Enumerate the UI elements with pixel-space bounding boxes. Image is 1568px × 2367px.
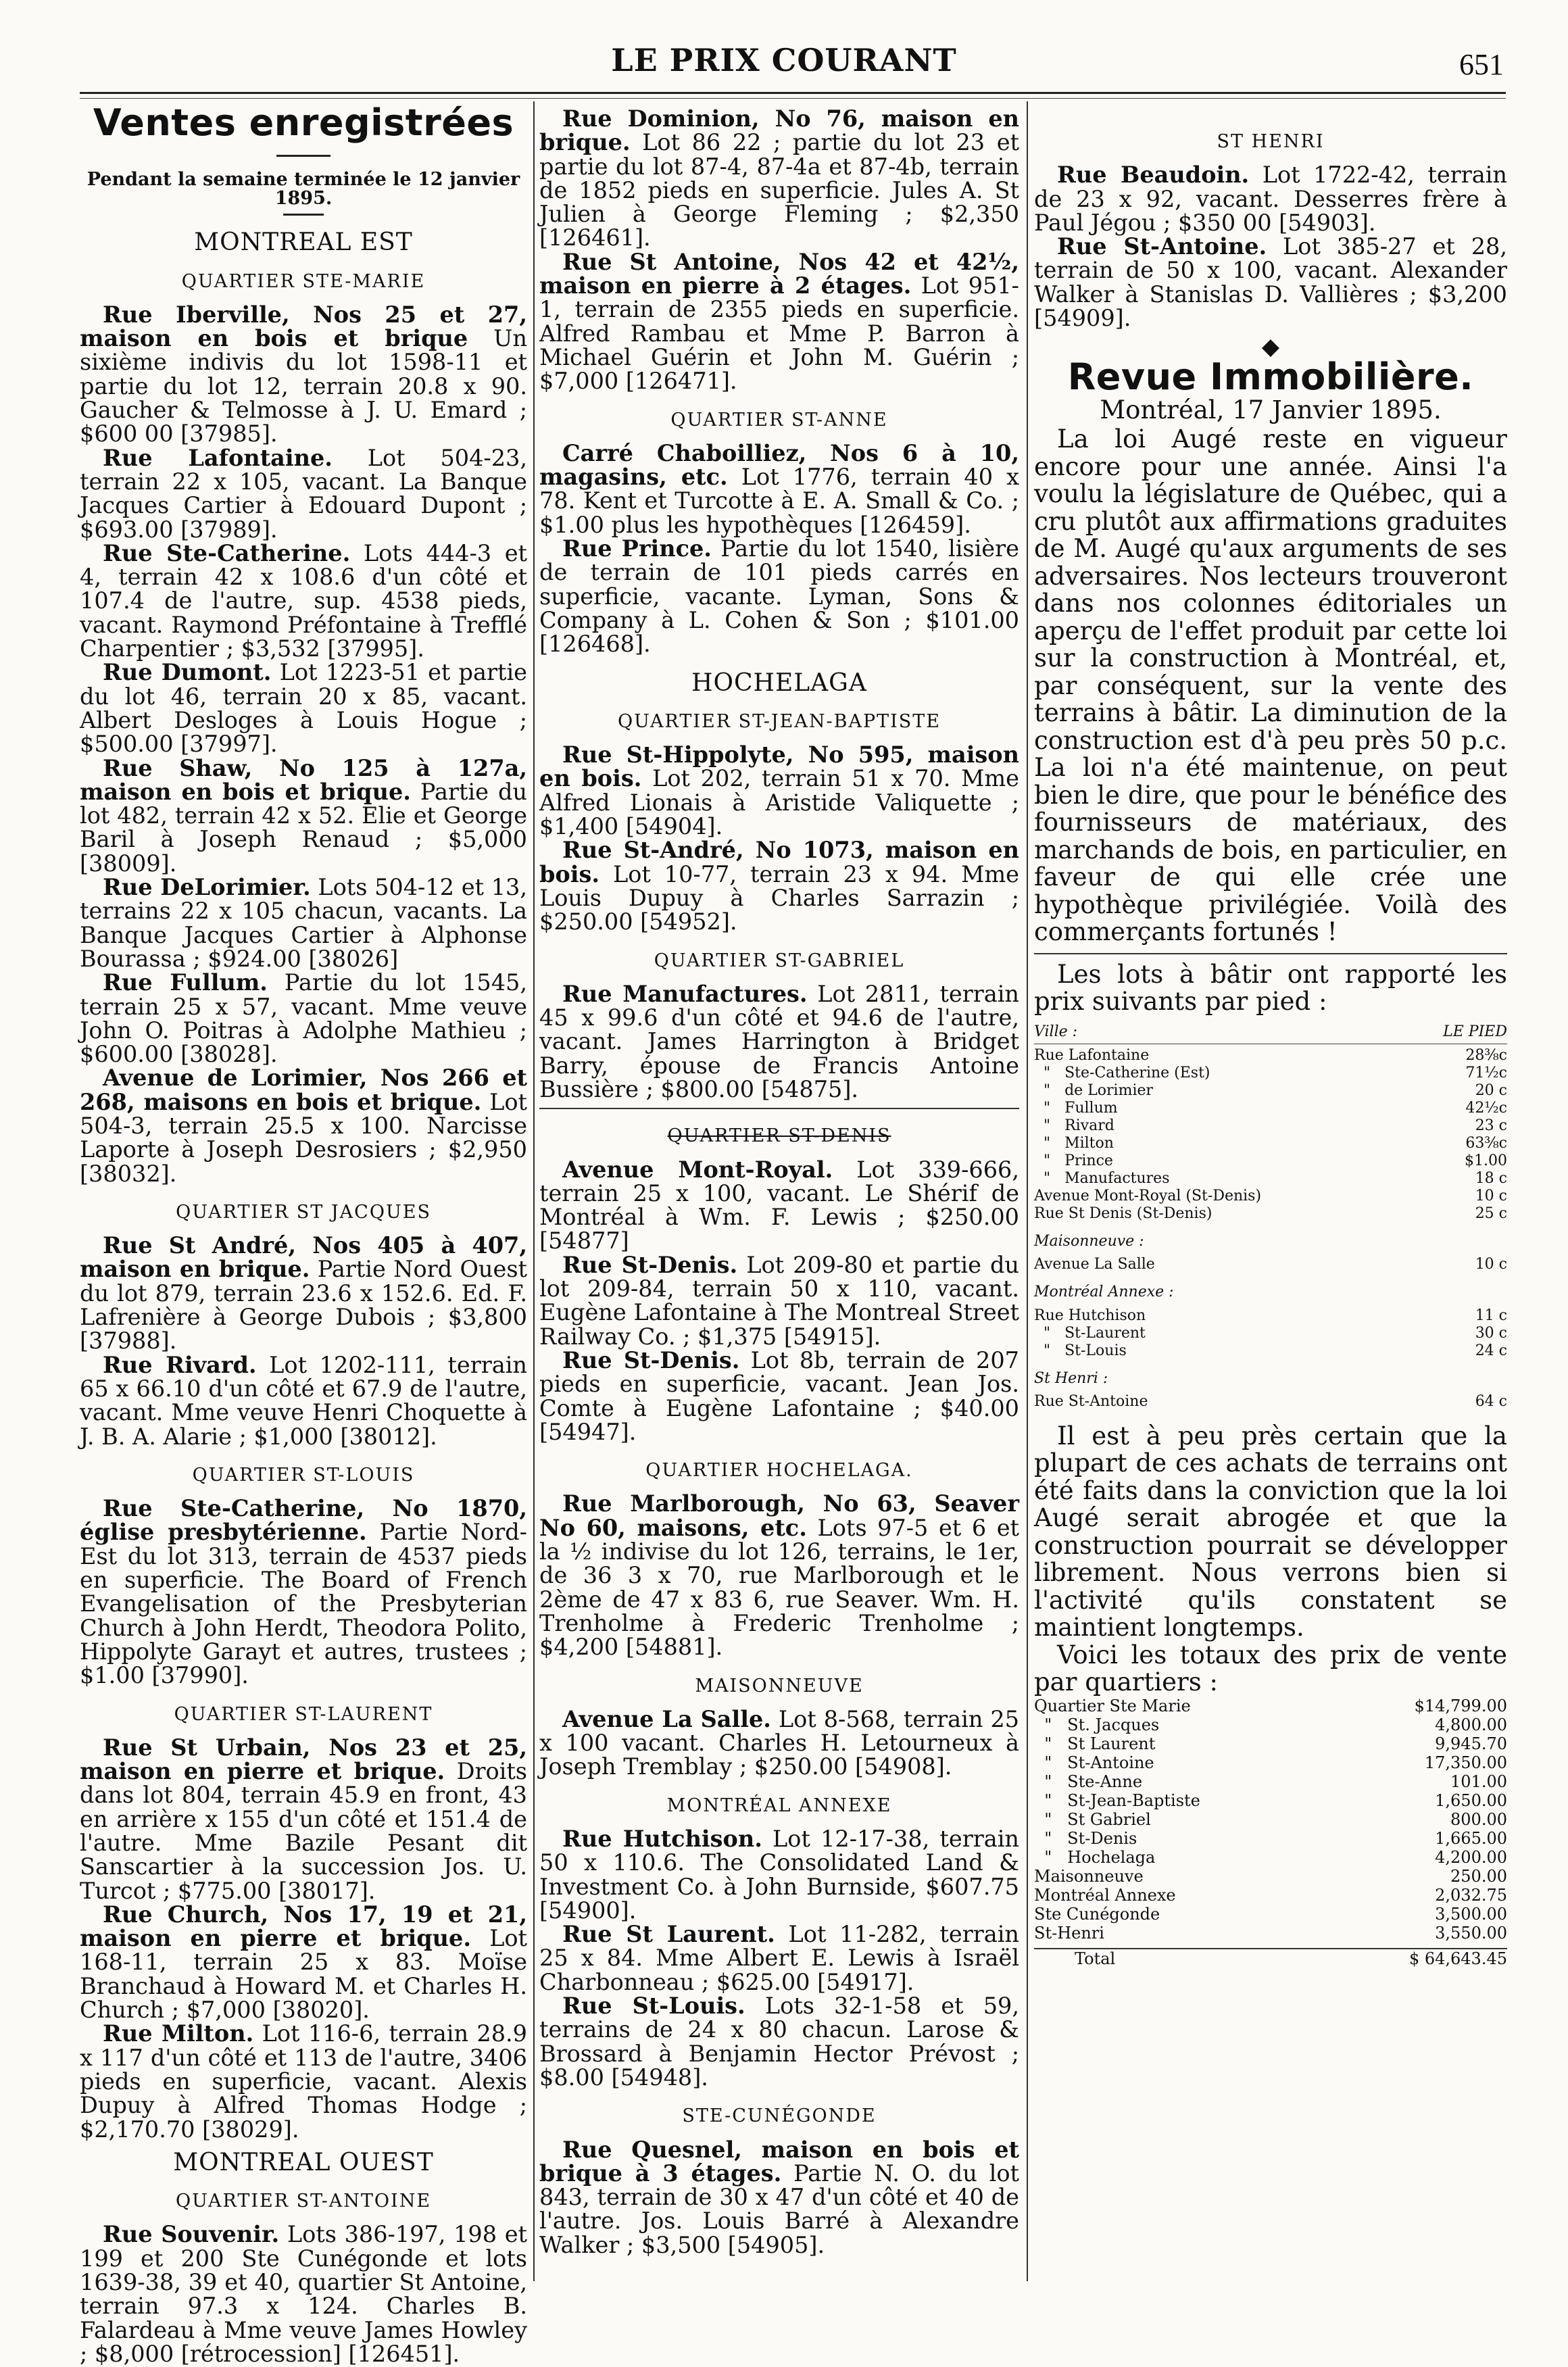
price-row-label: " St-Jean-Baptiste	[1034, 1790, 1200, 1810]
column-divider-1	[533, 101, 535, 2281]
price-row-value: 9,945.70	[1435, 1734, 1507, 1753]
price-row-value: 25 c	[1475, 1205, 1507, 1223]
sale-entry-lead: Rue Ste-Catherine.	[103, 539, 351, 566]
sale-entry-text: Lot 1223-51 et partie du lot 46, terrain 20 x 85, vacant. Albert Desloges à Louis Hogue ; $500.00 [37997].	[80, 659, 527, 758]
group-label: Montréal Annexe :	[1034, 1284, 1174, 1301]
price-row-value: 64 c	[1475, 1392, 1507, 1410]
sale-entry	[539, 1253, 1019, 1348]
sale-entry-lead: Rue St-Louis.	[562, 1993, 745, 2020]
price-row	[1034, 1307, 1507, 1325]
price-row	[1034, 1772, 1507, 1791]
price-row-value: 800.00	[1450, 1809, 1507, 1829]
sale-entry-text: Lot 8-568, terrain 25 x 100 vacant. Charles H. Letourneux à Joseph Tremblay ; $250.00 [54908].	[539, 1705, 1019, 1780]
total-label: Total	[1034, 1949, 1248, 1968]
price-row-value: 2,032.75	[1435, 1885, 1507, 1905]
price-row-value: 17,350.00	[1424, 1753, 1507, 1772]
sale-entry-text: Partie du lot 1540, lisière de terrain de 101 pieds carrés en superficie, vacante. Lyman, Sons & Company à L. Cohen & Son ; $101.00 [126468].	[539, 535, 1019, 658]
quarter-title: QUARTIER ST-ANTOINE	[175, 2191, 432, 2212]
sale-entry-lead: Rue St-André, No 1073, maison en bois.	[539, 837, 1019, 887]
sale-entry	[539, 1348, 1019, 1444]
sale-entry	[539, 250, 1019, 393]
prices-table-head	[1034, 1020, 1507, 1044]
price-row-label: " St-Denis	[1034, 1828, 1137, 1848]
sale-entry-lead: Rue Dumont.	[103, 659, 272, 686]
price-row-label: " Milton	[1034, 1135, 1114, 1152]
sale-entry	[80, 971, 527, 1066]
price-row-value: 4,800.00	[1435, 1715, 1507, 1734]
sale-entry-lead: Rue St Antoine, Nos 42 et 42½, maison en pierre à 2 étages.	[539, 248, 1019, 299]
price-row-value: $14,799.00	[1414, 1696, 1507, 1715]
quarter-title: QUARTIER ST-LAURENT	[174, 1703, 433, 1725]
sales-list	[80, 303, 527, 1186]
sale-entry-lead: Rue St-Hippolyte, No 595, maison en bois.	[539, 741, 1019, 792]
price-row	[1034, 1715, 1507, 1734]
sale-entry-lead: Rue Dominion, No 76, maison en brique.	[539, 105, 1019, 156]
price-row	[1034, 1791, 1507, 1810]
price-row	[1034, 1924, 1507, 1943]
sale-entry-lead: Rue Manufactures.	[562, 980, 808, 1007]
quarter-title: MAISONNEUVE	[695, 1675, 864, 1697]
week-subheading: Pendant la semaine terminée le 12 janvier 1895.	[87, 169, 520, 210]
sale-entry	[80, 446, 527, 541]
price-row	[1034, 1697, 1507, 1715]
price-row-value: 1,665.00	[1435, 1828, 1507, 1848]
sales-list	[539, 1492, 1019, 1659]
quarter-title: QUARTIER ST JACQUES	[176, 1201, 431, 1223]
price-row-value: 11 c	[1475, 1307, 1507, 1324]
price-row	[1034, 1342, 1507, 1360]
paragraph-rule	[1034, 953, 1507, 954]
paragraph: Voici les totaux des prix de vente par quartiers :	[1034, 1640, 1507, 1697]
price-row-label: " Fullum	[1034, 1100, 1118, 1117]
sale-entry	[80, 1066, 527, 1185]
sale-entry-lead: Avenue La Salle.	[562, 1705, 771, 1732]
sale-entry-lead: Rue Fullum.	[103, 969, 268, 996]
heading-dash	[276, 155, 330, 157]
sale-entry-text: Partie N. O. du lot 843, terrain de 30 x 47 d'un côté et 40 de l'autre. Jos. Louis Barré à Alexandre Walker ; $3,500 [54905].	[539, 2159, 1019, 2258]
price-row	[1034, 1082, 1507, 1100]
prices-table	[1034, 1307, 1507, 1360]
price-row-label: Montréal Annexe	[1034, 1885, 1176, 1905]
sale-entry-text: Droits dans lot 804, terrain 45.9 en front, 43 en arrière x 155 d'un côté et 151.4 de l'autre. Mme Bazile Pesant dit Sanscartier à la succession Jos. U. Turcot ; $775.00 [38017].	[80, 1758, 527, 1904]
sale-entry	[80, 875, 527, 971]
sales-list	[80, 1496, 527, 1687]
sale-entry	[539, 441, 1019, 537]
sale-entry-text: Lot 339-666, terrain 25 x 100, vacant. Le Shérif de Montréal à Wm. F. Lewis ; $250.00 [54877]	[539, 1156, 1019, 1254]
price-row-value: 1,650.00	[1435, 1790, 1507, 1810]
price-row-value: 101.00	[1450, 1772, 1507, 1791]
sale-entry	[539, 838, 1019, 933]
prices-head-right: LE PIED	[1443, 1023, 1507, 1040]
totals-table	[1034, 1697, 1507, 1943]
price-row-label: " Rivard	[1034, 1117, 1114, 1135]
sale-entry-text: Lots 504-12 et 13, terrains 22 x 105 chacun, vacants. La Banque Jacques Cartier à Alphonse Bourassa ; $924.00 [38026]	[80, 874, 527, 972]
price-row	[1034, 1047, 1507, 1065]
sale-entry	[539, 1922, 1019, 1994]
sale-entry	[539, 2138, 1019, 2257]
page-header	[0, 42, 1568, 89]
sale-entry-lead: Carré Chaboilliez, Nos 6 à 10, magasins, etc.	[539, 439, 1019, 491]
sale-entry-lead: Rue Milton.	[103, 2020, 254, 2047]
sale-entry-text: Lot 385-27 et 28, terrain de 50 x 100, vacant. Alexander Walker à Stanislas D. Vallières ; $3,200 [54909].	[1034, 233, 1507, 332]
price-row-value: 10 c	[1475, 1256, 1507, 1273]
sale-entry-lead: Rue Souvenir.	[103, 2221, 280, 2248]
sales-list	[539, 2138, 1019, 2257]
sale-entry-text: Lots 32-1-58 et 59, terrains de 24 x 80 chacun. Larose & Brossard à Benjamin Hector Prévost ; $8.00 [54948].	[539, 1993, 1020, 2091]
price-row-value: 20 c	[1475, 1082, 1507, 1100]
prices-table	[1034, 1393, 1507, 1411]
sales-list	[539, 1158, 1019, 1444]
price-row-value: 63⅜c	[1465, 1135, 1507, 1152]
sale-entry	[80, 2222, 527, 2366]
ornament-diamond: ◆	[1261, 333, 1280, 361]
quarter-title: MONTRÉAL ANNEXE	[666, 1795, 892, 1816]
price-row-label: " Prince	[1034, 1152, 1113, 1170]
price-row-label: " St Gabriel	[1034, 1809, 1151, 1829]
sale-entry-lead: Rue St-Denis.	[562, 1251, 738, 1278]
sale-entry-text: Lot 1722-42, terrain de 23 x 92, vacant. Desserres frère à Paul Jégou ; $350 00 [54903].	[1034, 162, 1507, 236]
price-row-label: " St-Laurent	[1034, 1324, 1146, 1342]
sale-entry	[80, 541, 527, 660]
price-row-label: Rue St Denis (St-Denis)	[1034, 1205, 1212, 1223]
sales-list	[539, 982, 1019, 1101]
price-row-label: Ste Cunégonde	[1034, 1904, 1160, 1924]
sale-entry-text: Lot 116-6, terrain 28.9 x 117 d'un côté et 113 de l'autre, 3406 pieds en superficie, vacant. Alexis Dupuy à Alfred Thomas Hodge ; $2,170.70 [38029].	[80, 2020, 527, 2143]
sale-entry	[539, 1994, 1019, 2089]
column-3	[1034, 107, 1507, 1968]
price-row-label: Rue Hutchison	[1034, 1307, 1146, 1324]
sale-entry-lead: Rue Rivard.	[103, 1351, 257, 1378]
price-row-label: Avenue Mont-Royal (St-Denis)	[1034, 1188, 1262, 1205]
header-rule	[80, 92, 1506, 94]
price-row-value: 24 c	[1475, 1342, 1507, 1359]
price-row	[1034, 1753, 1507, 1772]
sale-entry-lead: Rue Marlborough, No 63, Seaver No 60, maisons, etc.	[539, 1490, 1019, 1541]
paragraph: Il est à peu près certain que la plupart de ces achats de terrains ont été faits dans la conviction que la loi Augé serait abrogée et que la construction pourrait se développer librement. Nous verrons bien si l'activité qu'ils constatent se maintient longtemps.	[1034, 1421, 1507, 1642]
price-row-value: $1.00	[1465, 1152, 1507, 1170]
section-hochelaga: HOCHELAGA	[691, 668, 867, 697]
price-row-value: 28⅜c	[1465, 1047, 1507, 1065]
sale-entry-lead: Rue St-Denis.	[562, 1346, 740, 1373]
sale-entry-text: Lot 504-3, terrain 25.5 x 100. Narcisse Laporte à Joseph Desrosiers ; $2,950 [38032].	[80, 1088, 528, 1187]
price-row-value: 71½c	[1465, 1065, 1507, 1082]
quarter-title: QUARTIER ST-GABRIEL	[654, 950, 905, 971]
section-montreal-est: MONTREAL EST	[194, 228, 413, 257]
sale-entry-lead: Rue St Laurent.	[562, 1921, 775, 1948]
price-row	[1034, 1117, 1507, 1135]
section-rule	[539, 1108, 1019, 1109]
price-row	[1034, 1205, 1507, 1223]
group-label: Maisonneuve :	[1034, 1233, 1144, 1250]
price-row	[1034, 1152, 1507, 1170]
sale-entry	[80, 2022, 527, 2141]
price-row-value: 3,500.00	[1435, 1904, 1507, 1924]
sales-list	[539, 743, 1019, 933]
price-row-value: 23 c	[1475, 1117, 1507, 1135]
column-1	[80, 101, 528, 2367]
quarter-title: QUARTIER ST-LOUIS	[192, 1464, 415, 1486]
group-label: St Henri :	[1034, 1369, 1108, 1387]
prices-head-left: Ville :	[1034, 1023, 1078, 1040]
quarter-title: STE-CUNÉGONDE	[682, 2105, 877, 2127]
sale-entry-text: Lots 444-3 et 4, terrain 42 x 108.6 d'un côté et 107.4 de l'autre, sup. 4538 pieds, vacant. Raymond Préfontaine à Trefflé Charpentier ; $3,532 [37995].	[80, 539, 527, 662]
price-row-label: " Ste-Catherine (Est)	[1034, 1065, 1210, 1082]
price-row	[1034, 1810, 1507, 1829]
quarter-title: QUARTIER ST-JEAN-BAPTISTE	[617, 710, 941, 732]
totals-total	[1034, 1948, 1507, 1968]
sale-entry-text: Lots 97-5 et 6 et la ½ indivise du lot 126, terrains, le 1er, de 36 3 x 70, rue Marlborough et le 2ème de 47 x 83 6, rue Seaver. Wm. H. Trenholme à Frederic Trenholme ; $4,200 [54881].	[539, 1514, 1019, 1661]
sale-entry-text: Lot 11-282, terrain 25 x 84. Mme Albert E. Lewis à Israël Charbonneau ; $625.00 [54917].	[539, 1921, 1020, 1995]
sale-entry-text: Lot 1776, terrain 40 x 78. Kent et Turcotte à E. A. Small & Co. ; $1.00 plus les hypothèques [126459].	[539, 464, 1019, 538]
sale-entry-text: Lot 504-23, terrain 22 x 105, vacant. La Banque Jacques Cartier à Edouard Dupont ; $693.00 [37989].	[80, 444, 527, 543]
sale-entry	[80, 1736, 527, 1903]
price-row	[1034, 1170, 1507, 1188]
sale-entry-lead: Avenue Mont-Royal.	[562, 1156, 833, 1183]
sale-entry-lead: Rue Iberville, Nos 25 et 27, maison en bois et brique	[80, 301, 527, 352]
sale-entry	[539, 982, 1019, 1101]
total-row	[1034, 1949, 1507, 1968]
price-row-label: Maisonneuve	[1034, 1866, 1144, 1886]
price-row-value: 10 c	[1475, 1188, 1507, 1205]
price-row	[1034, 1135, 1507, 1152]
price-row-label: " St-Antoine	[1034, 1753, 1154, 1772]
price-row-label: St-Henri	[1034, 1923, 1104, 1943]
sales-list	[539, 441, 1019, 656]
paragraph: Les lots à bâtir ont rapporté les prix suivants par pied :	[1034, 959, 1507, 1017]
sale-entry-text: Partie du lot 482, terrain 42 x 52. Elie et George Baril à Joseph Renaud ; $5,000 [38009].	[80, 778, 527, 877]
revue-heading: Revue Immobilière.	[1067, 355, 1474, 398]
sale-entry	[80, 1903, 527, 2022]
sale-entry	[1034, 235, 1507, 330]
sale-entry-text: Un sixième indivis du lot 1598-11 et partie du lot 12, terrain 20.8 x 90. Gaucher & Telmosse à J. U. Emard ; $600 00 [37985].	[80, 325, 527, 447]
dateline: Montréal, 17 Janvier 1895.	[1100, 395, 1442, 424]
paragraph: La loi Augé reste en vigueur encore pour une année. Ainsi l'a voulu la législature de Québec, qui a cru plutôt aux affirmations graduites de M. Augé qu'aux arguments de ses adversaires. Nos lecteurs trouveront dans nos colonnes éditoriales un aperçu de l'effet produit par cette loi sur la construction à Montréal, et, par conséquent, sur la vente des terrains à bâtir. La diminution de la construction est d'à peu près 50 p.c. La loi n'a été maintenue, on peut bien le dire, que pour le bénéfice des fournisseurs de matériaux, des marchands de bois, en particulier, en faveur de qui elle crée une hypothèque privilégiée. Voilà des commerçants fortunés !	[1034, 424, 1507, 947]
quarter-title: QUARTIER HOCHELAGA.	[645, 1460, 913, 1482]
price-row	[1034, 1867, 1507, 1886]
sale-entry-lead: Rue St-Antoine.	[1057, 233, 1267, 260]
section-montreal-ouest: MONTREAL OUEST	[173, 2148, 434, 2176]
sales-list	[80, 1736, 527, 2141]
total-value: $ 64,643.45	[1248, 1949, 1507, 1968]
prices-table	[1034, 1256, 1507, 1273]
sale-entry-lead: Rue St André, Nos 405 à 407, maison en brique.	[80, 1232, 527, 1283]
price-row-value: 18 c	[1475, 1170, 1507, 1188]
sales-list	[80, 2222, 527, 2366]
price-row-label: " Hochelaga	[1034, 1847, 1156, 1867]
sale-entry-text: Lot 168-11, terrain 25 x 83. Moïse Branchaud à Howard M. et Charles H. Church ; $7,000 [38020].	[80, 1925, 527, 2024]
sale-entry	[80, 1232, 527, 1355]
price-row	[1034, 1393, 1507, 1411]
subheading-dash	[283, 214, 324, 216]
price-row	[1034, 1886, 1507, 1905]
price-row-value: 42½c	[1465, 1100, 1507, 1117]
price-row	[1034, 1848, 1507, 1867]
price-row-value: 250.00	[1450, 1866, 1507, 1886]
sale-entry	[80, 1353, 527, 1448]
sale-entry-lead: Rue Lafontaine.	[103, 444, 333, 471]
sale-entry-text: Lot 202, terrain 51 x 70. Mme Alfred Lionais à Aristide Valiquette ; $1,400 [54904].	[539, 765, 1019, 840]
sale-entry-lead: Rue Shaw, No 125 à 127a, maison en bois et brique.	[80, 754, 527, 805]
sale-entry-lead: Avenue de Lorimier, Nos 266 et 268, maisons en bois et brique.	[80, 1065, 527, 1115]
sales-list	[539, 1707, 1019, 1779]
sale-entry	[1034, 163, 1507, 235]
sale-entry-lead: Rue Quesnel, maison en bois et brique à 3 étages.	[539, 2136, 1019, 2187]
price-row-label: " Ste-Anne	[1034, 1772, 1143, 1791]
price-row-label: Rue St-Antoine	[1034, 1392, 1148, 1410]
sale-entry	[539, 1827, 1019, 1922]
ventes-heading: Ventes enregistrées	[93, 101, 514, 144]
sale-entry	[80, 303, 527, 446]
header-rule-thin	[80, 98, 1506, 99]
sale-entry-lead: Rue St Urbain, Nos 23 et 25, maison en pierre et brique.	[80, 1734, 527, 1785]
price-row	[1034, 1256, 1507, 1273]
price-row	[1034, 1325, 1507, 1342]
sale-entry-lead: Rue Prince.	[562, 535, 712, 562]
quarter-title: ST HENRI	[1217, 131, 1325, 152]
sale-entry-text: Partie Nord Ouest du lot 879, terrain 23.6 x 152.6. Ed. F. Lafrenière à George Dubois ; $3,800 [37988].	[80, 1256, 527, 1355]
quarter-title: QUARTIER STE-MARIE	[181, 270, 426, 292]
journal-title: LE PRIX COURANT	[611, 42, 957, 78]
sale-entry	[80, 660, 527, 756]
sale-entry-text: Lot 209-80 et partie du lot 209-84, terrain 50 x 110, vacant. Eugène Lafontaine à The Montreal Street Railway Co. ; $1,375 [54915].	[539, 1251, 1019, 1350]
sale-entry-text: Lot 1202-111, terrain 65 x 66.10 d'un côté et 67.9 de l'autre, vacant. Mme veuve Henri Choquette à J. B. A. Alarie ; $1,000 [38012].	[80, 1351, 527, 1450]
price-row-label: " St Laurent	[1034, 1734, 1156, 1753]
price-row-label: " de Lorimier	[1034, 1082, 1154, 1100]
price-row-value: 4,200.00	[1435, 1847, 1507, 1867]
price-row-label: " St. Jacques	[1034, 1715, 1160, 1734]
sale-entry	[539, 537, 1019, 656]
price-row	[1034, 1734, 1507, 1753]
sale-entry	[539, 1492, 1019, 1659]
price-row-label: Quartier Ste Marie	[1034, 1696, 1191, 1715]
price-row-value: 30 c	[1475, 1324, 1507, 1342]
column-2	[539, 107, 1019, 2257]
price-row-label: " Manufactures	[1034, 1170, 1170, 1188]
sale-entry-text: Lot 8b, terrain de 207 pieds en superficie, vacant. Jean Jos. Comte à Eugène Lafontaine ; $40.00 [54947].	[539, 1346, 1019, 1445]
sale-entry	[539, 743, 1019, 838]
quarter-title: QUARTIER ST-ANNE	[670, 409, 888, 431]
sale-entry	[539, 1158, 1019, 1253]
sale-entry	[539, 107, 1019, 250]
sale-entry-lead: Rue Church, Nos 17, 19 et 21, maison en pierre et brique.	[80, 1901, 527, 1952]
sale-entry-text: Lot 10-77, terrain 23 x 94. Mme Louis Dupuy à Charles Sarrazin ; $250.00 [54952].	[539, 860, 1019, 935]
sale-entry	[80, 756, 527, 875]
page-number: 651	[1459, 48, 1504, 81]
sale-entry-lead: Rue DeLorimier.	[103, 874, 311, 901]
sale-entry-lead: Rue Hutchison.	[562, 1826, 762, 1852]
sales-list	[80, 1234, 527, 1448]
sale-entry-text: Partie du lot 1545, terrain 25 x 57, vacant. Mme veuve John O. Poitras à Adolphe Mathieu ; $600.00 [38028].	[80, 969, 527, 1068]
sale-entry-text: Lot 2811, terrain 45 x 99.6 d'un côté et 94.6 de l'autre, vacant. James Harrington à Bridget Barry, épouse de Francis Antoine Bussière ; $800.00 [54875].	[539, 980, 1019, 1102]
price-row-value: 3,550.00	[1435, 1923, 1507, 1943]
quarter-title: QUARTIER ST-DENIS	[667, 1125, 891, 1147]
sales-list	[1034, 163, 1507, 330]
prices-table	[1034, 1047, 1507, 1223]
sale-entry-text: Lot 86 22 ; partie du lot 23 et partie du lot 87-4, 87-4a et 87-4b, terrain de 1852 pieds en superficie. Jules A. St Julien à George Fleming ; $2,350 [126461].	[539, 129, 1019, 251]
sale-entry-text: Lot 12-17-38, terrain 50 x 110.6. The Consolidated Land & Investment Co. à John Burnside, $607.75 [54900].	[539, 1826, 1019, 1924]
column-divider-2	[1027, 101, 1028, 2281]
sale-entry-lead: Rue Beaudoin.	[1057, 162, 1250, 189]
price-row-label: " St-Louis	[1034, 1342, 1127, 1359]
price-row	[1034, 1829, 1507, 1848]
price-row	[1034, 1188, 1507, 1205]
price-row	[1034, 1905, 1507, 1924]
sale-entry-text: Lot 951-1, terrain de 2355 pieds en superficie. Alfred Rambau et Mme P. Barron à Michael Guérin et John M. Guérin ; $7,000 [126471].	[539, 272, 1020, 395]
sale-entry-text: Lots 386-197, 198 et 199 et 200 Ste Cunégonde et lots 1639-38, 39 et 40, quartier St Antoine, terrain 97.3 x 124. Charles B. Falardeau à Mme veuve James Howley ; $8,000 [rétrocession] [126451].	[80, 2221, 527, 2367]
sale-entry-text: Partie Nord-Est du lot 313, terrain de 4537 pieds en superficie. The Board of French Evangelisation of the Presbyterian Church à John Herdt, Theodora Polito, Hippolyte Garayt et autres, trustees ; $1.00 [37990].	[80, 1519, 527, 1689]
price-row	[1034, 1065, 1507, 1082]
price-row	[1034, 1100, 1507, 1117]
price-row-label: Rue Lafontaine	[1034, 1047, 1150, 1065]
sales-list	[539, 1827, 1019, 2089]
price-row-label: Avenue La Salle	[1034, 1256, 1155, 1273]
sales-list	[539, 107, 1019, 393]
sale-entry-lead: Rue Ste-Catherine, No 1870, église presbytérienne.	[80, 1495, 527, 1546]
sale-entry	[80, 1496, 527, 1687]
sale-entry	[539, 1707, 1019, 1779]
